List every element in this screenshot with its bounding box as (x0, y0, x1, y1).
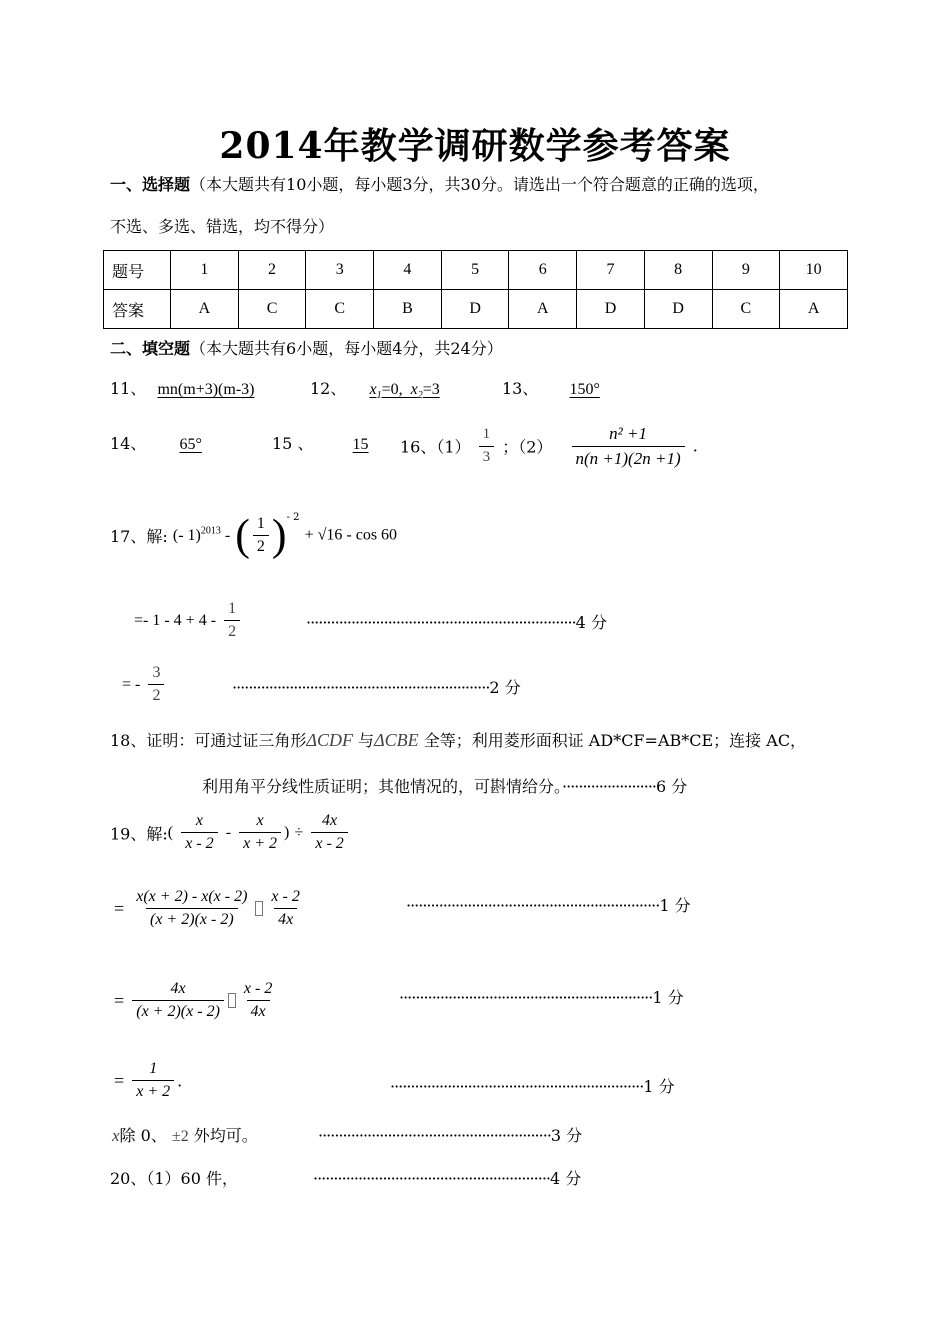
q19-fraction2: $\frac{x}{x + 2}$ (239, 812, 281, 854)
dot-leader: ·························································· (313, 1169, 550, 1188)
q15-line (272, 431, 383, 454)
q17-right-paren: ) (271, 510, 287, 560)
q19-step2-score: 1 分 (652, 988, 684, 1007)
table-cell-a3: C (306, 290, 374, 329)
q17-half-fraction: $\frac{1}{2}$ (253, 515, 269, 557)
section2-desc: （本大题共有6小题，每小题4分，共24分） (190, 339, 503, 358)
q19-step2-fraction-a: $\frac{4x}{(x + 2)(x - 2)}$ (132, 980, 224, 1022)
q19-step2-eq: = (114, 990, 125, 1011)
table-cell-a6: A (509, 290, 577, 329)
q17-step2-fraction: $\frac{3}{2}$ (148, 664, 164, 706)
dot-leader: ······························································ (399, 988, 653, 1007)
q19-line: 19、解:( $\frac{x}{x - 2}$ - $\frac{x}{x + 2}$ ) ÷ $\frac{4x}{x - 2}$ (110, 812, 351, 854)
dot-leader: ······················· (562, 777, 656, 796)
table-cell-q9: 9 (712, 251, 780, 290)
dot-leader: ······························································ (406, 896, 660, 915)
q19-cond-a: 除 0、 (119, 1126, 167, 1145)
q19-step1-fraction-a: $\frac{x(x + 2) - x(x - 2)}{(x + 2)(x - 2)}$ (136, 888, 248, 929)
q16-label: 16、（1） (400, 437, 471, 457)
q17-step2-expr: = - (122, 675, 141, 693)
table-header-answer: 答案 (104, 290, 171, 329)
table-row-answers (104, 290, 848, 329)
q17-label: 17、解: (110, 527, 168, 546)
q17-left-paren: ( (235, 510, 250, 560)
table-cell-q4: 4 (374, 251, 442, 290)
table-cell-q3: 3 (306, 251, 374, 290)
q19-cond-x: x (112, 1126, 120, 1145)
q19-step1-score: 1 分 (659, 896, 691, 915)
q17-step2-score-line (232, 675, 521, 698)
section2-heading: 二、填空题 (110, 339, 191, 358)
q16-mid: ；（2） (502, 437, 553, 457)
section2-intro (110, 336, 503, 359)
section1-desc-line2: 不选、多选、错选，均不得分） (110, 217, 335, 236)
table-cell-q1: 1 (171, 251, 239, 290)
table-cell-q7: 7 (577, 251, 645, 290)
q16-end: . (692, 436, 698, 456)
section1-desc-line1: （本大题共有10小题，每小题3分，共30分。请选出一个符合题意的正确的选项， (190, 175, 769, 194)
table-cell-a5: D (441, 290, 509, 329)
dot-leader: ························································· (318, 1126, 551, 1145)
page-title: 2014年教学调研数学参考答案 (219, 125, 731, 167)
q19-divide: ÷ (294, 823, 304, 841)
q19-step3 (114, 1060, 182, 1102)
table-cell-a2: C (238, 290, 306, 329)
table-cell-q6: 6 (509, 251, 577, 290)
multiply-symbol-icon (228, 993, 236, 1008)
q12-label: 12、 (310, 379, 347, 398)
table-row-questions (104, 251, 848, 290)
section1-heading: 一、选择题 (110, 175, 191, 194)
q19-condition (112, 1123, 258, 1146)
table-cell-a4: B (374, 290, 442, 329)
table-cell-q8: 8 (644, 251, 712, 290)
q19-step1-eq: = (114, 898, 125, 919)
q13-line (502, 376, 644, 399)
q16-part2-fraction: $\frac{\text{n² +1}}{n(n +1)(2n +1)}$ (572, 424, 685, 468)
table-header-question: 题号 (104, 251, 171, 290)
q17-step1-fraction: $\frac{1}{2}$ (224, 600, 240, 642)
q16-part1-fraction: $\frac{1}{3}$ (479, 426, 495, 466)
table-cell-a1: A (171, 290, 239, 329)
q18-text-b: 与 (358, 731, 375, 750)
q19-fraction1: $\frac{x}{x - 2}$ (181, 812, 217, 854)
q11-line (110, 376, 268, 399)
q14-answer: 65° (179, 436, 202, 453)
q11-label: 11、 (110, 379, 147, 398)
table-cell-a10: A (780, 290, 848, 329)
q19-cond-b: 外均可。 (193, 1126, 258, 1145)
q20-score: 4 分 (549, 1169, 582, 1188)
q19-cond-pm: ±2 (171, 1128, 189, 1145)
q17-step1-score-line (306, 610, 607, 633)
table-cell-a9: C (712, 290, 780, 329)
q19-step2-score-line (399, 985, 684, 1008)
q19-step3-eq: = (114, 1070, 125, 1091)
q18-text-a: 18、证明：可通过证三角形 (110, 731, 307, 750)
q19-step1 (114, 888, 307, 930)
dot-leader: ·································································· (306, 613, 576, 632)
q19-step3-score-line (390, 1074, 675, 1097)
q18-triangle1: ΔCDF (306, 730, 353, 750)
q19-step2-fraction-b: $\frac{x - 2}{4x}$ (243, 980, 273, 1021)
q19-step3-score: 1 分 (643, 1077, 675, 1096)
answer-table (103, 250, 848, 329)
multiply-symbol-icon (255, 901, 263, 916)
q17-step1-score: 4 分 (575, 613, 607, 632)
q18-triangle2: ΔCBE (374, 730, 419, 750)
q19-step3-end: . (177, 1071, 183, 1091)
q18-line1 (110, 728, 806, 751)
q20-line: 20、（1）60 件， (110, 1169, 238, 1188)
q17-expr-rest: + √16 - cos 60 (304, 526, 398, 544)
q17-step1-expr: =- 1 - 4 + 4 - (134, 611, 217, 629)
q19-step3-fraction: $\frac{1}{x + 2}$ (132, 1060, 174, 1102)
q17-line (110, 512, 397, 558)
q19-minus: - (225, 823, 232, 841)
q16-line (400, 424, 698, 468)
q14-label: 14、 (110, 434, 147, 453)
section1-intro (110, 172, 769, 195)
q17-exponent: - 2 (286, 512, 300, 523)
q13-answer: 150° (569, 381, 600, 398)
q12-answer: $x_1=0$, $x_2=3$ (369, 381, 440, 402)
q17-expr-base: (- 1)$^{2013}$ - (172, 525, 231, 545)
table-cell-q10: 10 (780, 251, 848, 290)
q18-text-c: 全等；利用菱形面积证 AD*CF=AB*CE；连接 AC， (423, 731, 807, 750)
q17-step2 (122, 664, 167, 706)
table-cell-q5: 5 (441, 251, 509, 290)
q18-text-line2: 利用角平分线性质证明；其他情况的，可斟情给分。 (202, 777, 563, 796)
q17-step1 (134, 600, 243, 642)
dot-leader: ······························································· (232, 678, 490, 697)
q11-answer: mn(m+3)(m-3) (157, 381, 255, 398)
q17-step2-score: 2 分 (489, 678, 521, 697)
q18-line2 (202, 774, 687, 797)
q19-fraction3: $\frac{4x}{x - 2}$ (311, 812, 347, 854)
q19-label: 19、解: (110, 824, 168, 844)
q15-answer: 15 (352, 436, 369, 453)
q19-step2 (114, 980, 279, 1022)
table-cell-a8: D (644, 290, 712, 329)
q19-condition-score-line (318, 1123, 582, 1146)
q19-step1-fraction-b: $\frac{x - 2}{4x}$ (271, 888, 300, 929)
dot-leader: ······························································ (390, 1077, 644, 1096)
q20-score-line (313, 1166, 581, 1189)
table-cell-q2: 2 (238, 251, 306, 290)
q13-label: 13、 (502, 379, 539, 398)
table-cell-a7: D (577, 290, 645, 329)
q12-line (310, 376, 454, 401)
q14-line (110, 431, 252, 454)
q19-condition-score: 3 分 (550, 1126, 583, 1145)
q15-label: 15 、 (272, 434, 314, 453)
q19-step1-score-line (406, 893, 691, 916)
q18-score: 6 分 (656, 777, 688, 796)
